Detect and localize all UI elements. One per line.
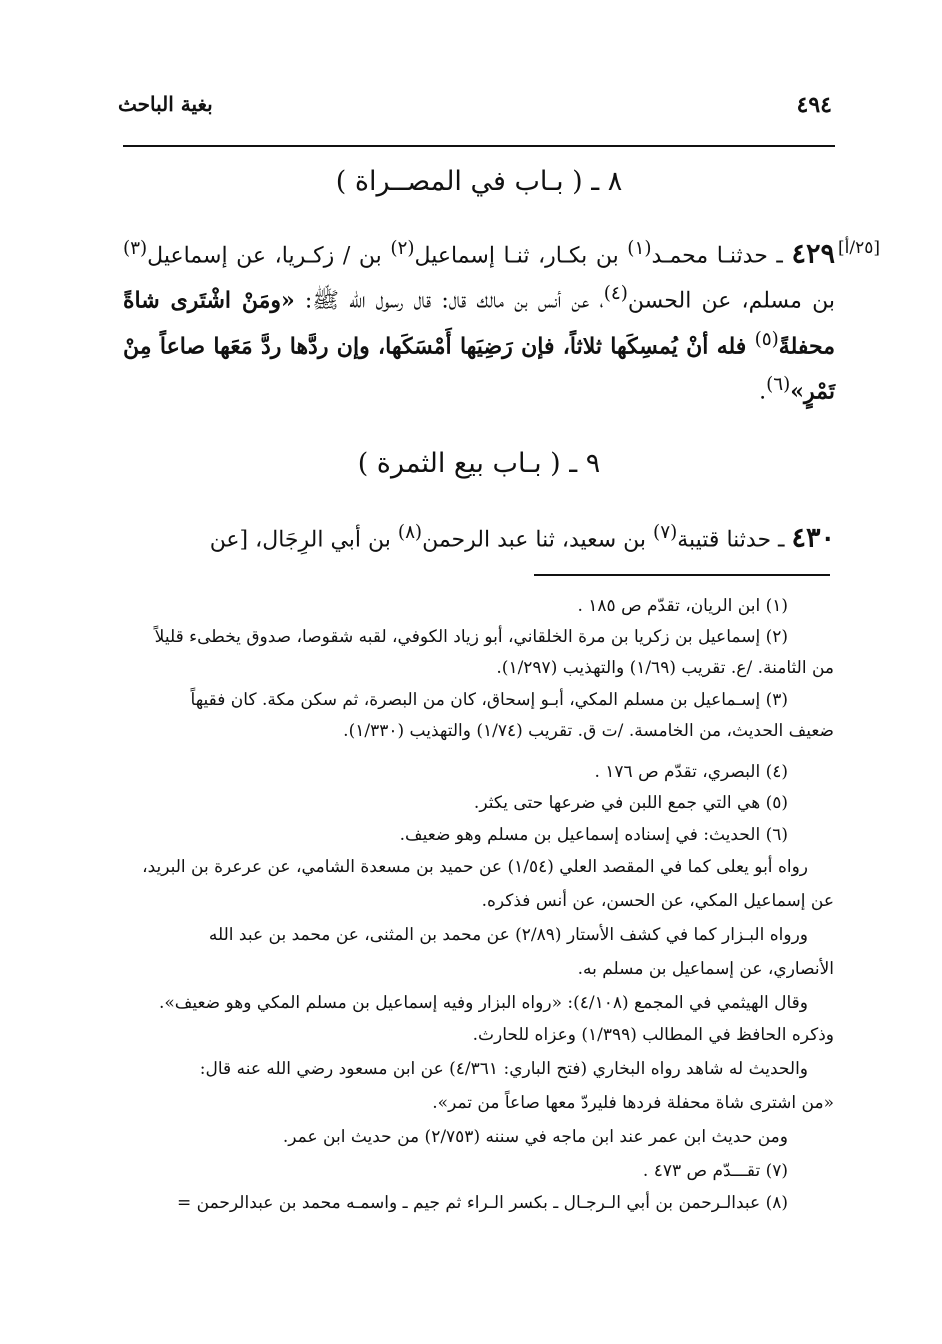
footnote-line: عن إسماعيل المكي، عن الحسن، عن أنس فذكره. xyxy=(481,891,834,911)
footnote-line: (٥) هي التي جمع اللبن في ضرعها حتى يكثر. xyxy=(473,793,788,813)
footnote-marker: (٥) xyxy=(754,328,779,350)
footnote-line: وذكره الحافظ في المطالب (١/٣٩٩) وعزاه للحارث. xyxy=(472,1025,834,1045)
footnote-line: وقال الهيثمي في المجمع (٤/١٠٨): «رواه البزار وفيه إسماعيل بن مسلم المكي وهو ضعيف». xyxy=(158,993,808,1013)
hadith-text: بن مسلم، عن الحسن xyxy=(627,288,835,314)
hadith-text: . xyxy=(759,379,767,405)
hadith-matn: «ومَنْ اشْتَرى شاةً محفلةً xyxy=(123,287,835,359)
footnote-line: ضعيف الحديث، من الخامسة. /ت ق. تقريب (١/٧٤) والتهذيب (١/٣٣٠). xyxy=(343,721,834,741)
hadith-matn: فله أنْ يُمسِكَها ثلاثاً، فإن رَضِيَها أَمْسَكَها، وإن ردَّها ردَّ مَعَها صاعاً مِنْ تَمْرٍ» xyxy=(123,332,835,405)
footnote-marker: (٧) xyxy=(653,522,678,543)
footnote-line: (٣) إسـماعيل بن مسلم المكي، أبـو إسحاق، كان من البصرة، ثم سكن مكة. كان فقيهاً xyxy=(190,690,788,710)
footnote-line: الأنصاري، عن إسماعيل بن مسلم به. xyxy=(577,959,834,979)
hadith-text: بن أبي الرِجَال، [عن xyxy=(209,527,398,553)
footnote-marker: (٦) xyxy=(766,373,791,395)
footnote-line: رواه أبو يعلى كما في المقصد العلي (١/٥٤) عن حميد بن مسعدة الشامي، عن عرعرة بن البريد، xyxy=(142,857,808,877)
hadith-text: بن سعيد، ثنا عبد الرحمن xyxy=(422,527,654,553)
footnote-divider xyxy=(534,574,830,576)
footnote-marker: (٢) xyxy=(390,238,415,259)
footnote-line: «من اشترى شاة محفلة فردها فليردّ معها صاعاً من تمر». xyxy=(432,1093,834,1113)
footnote-line: (٧) تقـــدّم ص ٤٧٣ . xyxy=(642,1161,788,1181)
footnote-line: ورواه البـزار كما في كشف الأستار (٢/٨٩) عن محمد بن المثنى، عن محمد بن عبد الله xyxy=(208,925,808,945)
chapter-heading-9: ٩ ـ ( بـاب بيع الثمرة ) xyxy=(357,448,601,479)
hadith-text: ، عن أنس بن مالك قال: قال رسول الله ﷺ: xyxy=(294,288,604,314)
footnote-marker: (٤) xyxy=(603,283,628,305)
hadith-text: ـ حدثنا قتيبة xyxy=(677,527,792,553)
hadith-number: ٤٢٩ xyxy=(791,238,836,270)
running-header-title: بغية الباحث xyxy=(118,92,213,116)
header-divider xyxy=(123,145,835,147)
page-number: ٤٩٤ xyxy=(796,92,832,118)
hadith-number: ٤٣٠ xyxy=(791,522,835,554)
footnote-marker: (٨) xyxy=(397,522,423,543)
hadith-text: بن / زكـريا، عن إسماعيل xyxy=(147,243,391,269)
hadith-text: ـ حدثنـا محمـد xyxy=(651,243,792,269)
footnote-line: ومن حديث ابن عمر عند ابن ماجه في سننه (٢/٧٥٣) من حديث ابن عمر. xyxy=(282,1127,788,1147)
footnote-line: (٢) إسماعيل بن زكريا بن مرة الخلقاني، أبو زياد الكوفي، لقبه شقوصا، صدوق يخطىء قليلاً xyxy=(154,627,788,647)
footnote-line: من الثامنة. /ع. تقريب (١/٦٩) والتهذيب (١/٢٩٧). xyxy=(496,658,834,678)
footnote-marker: (١) xyxy=(627,238,652,259)
footnote-line: (٨) عبدالـرحمن بن أبي الـرجـال ـ بكسر الـراء ثم جيم ـ واسمـه محمد بن عبدالرحمن = xyxy=(177,1193,788,1213)
manuscript-folio-ref: [٢٥/أ] xyxy=(838,238,880,258)
footnote-line: (١) ابن الريان، تقدّم ص ١٨٥ . xyxy=(577,596,788,616)
footnote-line: (٦) الحديث: في إسناده إسماعيل بن مسلم وهو ضعيف. xyxy=(399,825,788,845)
chapter-heading-8: ٨ ـ ( بـاب في المصــراة ) xyxy=(335,166,623,197)
footnote-marker: (٣) xyxy=(123,238,148,259)
hadith-430 xyxy=(123,514,835,559)
footnote-line: (٤) البصري، تقدّم ص ١٧٦ . xyxy=(594,762,788,782)
hadith-429 xyxy=(123,230,835,411)
footnote-line: والحديث له شاهد رواه البخاري (فتح الباري: ٤/٣٦١) عن ابن مسعود رضي الله عنه قال: xyxy=(199,1059,808,1079)
hadith-text: بن بكـار، ثنـا إسماعيل xyxy=(414,243,628,269)
